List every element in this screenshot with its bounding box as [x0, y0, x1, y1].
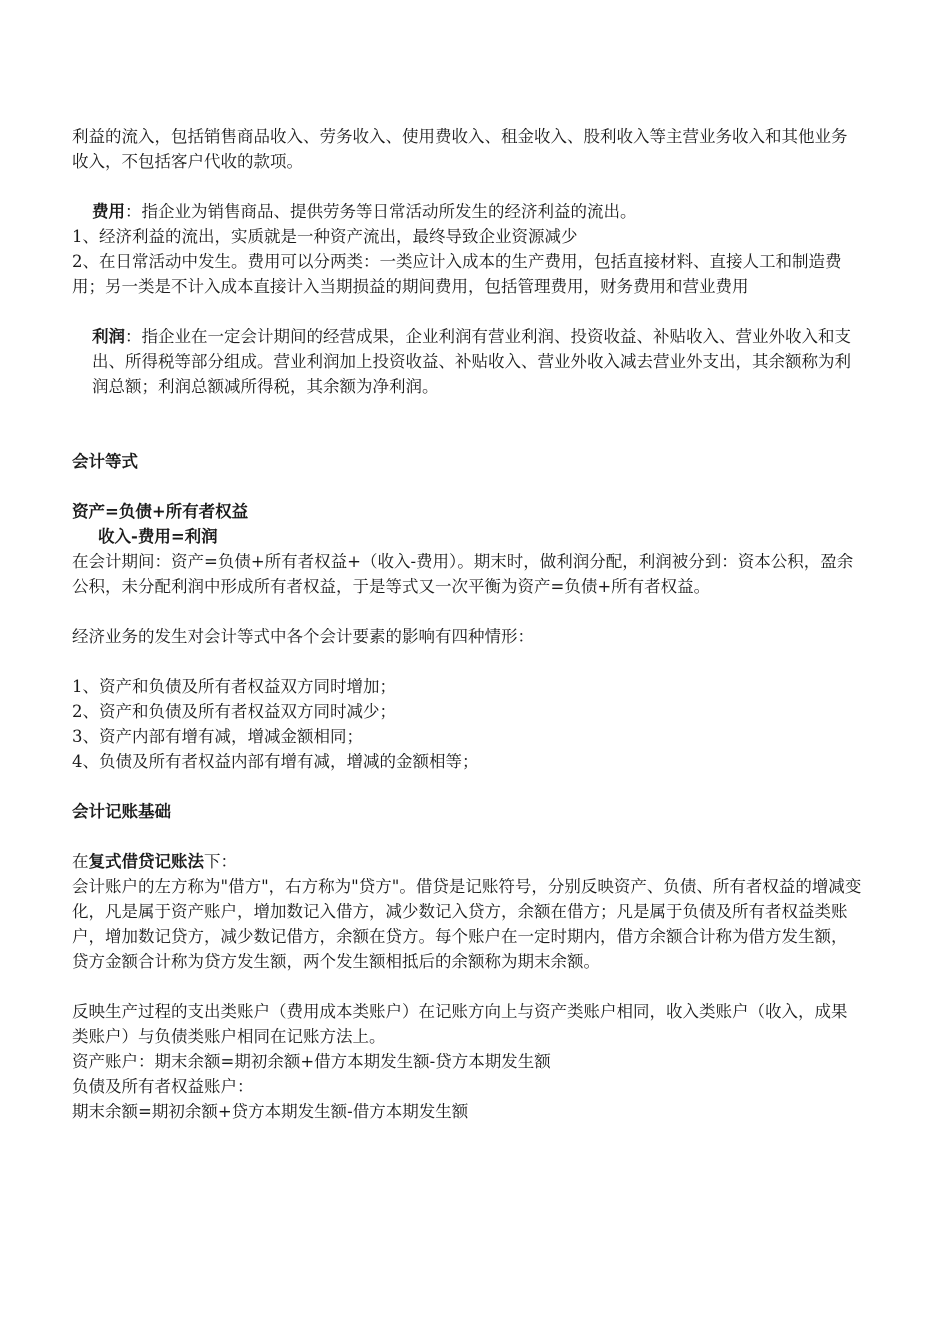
equation-formula-2: 收入-费用=利润 [98, 527, 218, 546]
profit-definition-text: ：指企业在一定会计期间的经营成果，企业利润有营业利润、投资收益、补贴收入、营业外收入和支出、所得税等部分组成。营业利润加上投资收益、补贴收入、营业外收入减去营业外支出，其余额称为利润总额；利润总额减所得税，其余额为净利润。 [92, 327, 851, 396]
equation-case-2: 2、资产和负债及所有者权益双方同时减少； [72, 702, 396, 721]
bookkeeping-heading: 会计记账基础 [72, 802, 171, 821]
expense-item-1: 1、经济利益的流出，实质就是一种资产流出，最终导致企业资源减少 [72, 227, 578, 246]
equation-cases-intro: 经济业务的发生对会计等式中各个会计要素的影响有四种情形： [72, 627, 534, 646]
expense-item-2: 2、在日常活动中发生。费用可以分两类：一类应计入成本的生产费用，包括直接材料、直接人工和制造费用；另一类是不计入成本直接计入当期损益的期间费用，包括管理费用，财务费用和营业费用 [72, 252, 842, 296]
equation-formula-1: 资产=负债+所有者权益 [72, 502, 249, 521]
equation-case-1: 1、资产和负债及所有者权益双方同时增加； [72, 677, 396, 696]
equation-case-3: 3、资产内部有增有减，增减金额相同； [72, 727, 363, 746]
bookkeeping-rules: 会计账户的左方称为"借方"，右方称为"贷方"。借贷是记账符号，分别反映资产、负债、所有者权益的增减变化，凡是属于资产账户，增加数记入借方，减少数记入贷方，余额在借方；凡是属于负债及所有者权益类账户，增加数记贷方，减少数记借方，余额在贷方。每个账户在一定时期内，借方余额合计称为借方发生额，贷方金额合计称为贷方发生额，两个发生额相抵后的余额称为期末余额。 [72, 877, 862, 971]
profit-term: 利润 [92, 327, 125, 346]
bookkeeping-method [72, 849, 862, 874]
bookkeeping-method-suffix: 下： [204, 852, 237, 871]
equation-explanation: 在会计期间：资产=负债+所有者权益+（收入-费用）。期末时，做利润分配，利润被分到：资本公积，盈余公积，未分配利润中形成所有者权益，于是等式又一次平衡为资产=负债+所有者权益。 [72, 552, 854, 596]
expense-definition [72, 199, 862, 224]
equation-case-4: 4、负债及所有者权益内部有增有减，增减的金额相等； [72, 752, 479, 771]
equation-heading: 会计等式 [72, 452, 138, 471]
document-page [72, 124, 862, 1124]
bookkeeping-direction: 反映生产过程的支出类账户（费用成本类账户）在记账方向上与资产类账户相同，收入类账户（收入，成果类账户）与负债类账户相同在记账方法上。 [72, 1002, 848, 1046]
liability-label: 负债及所有者权益账户： [72, 1077, 254, 1096]
asset-formula: 资产账户：期末余额=期初余额+借方本期发生额-贷方本期发生额 [72, 1052, 551, 1071]
liability-formula: 期末余额=期初余额+贷方本期发生额-借方本期发生额 [72, 1102, 469, 1121]
bookkeeping-method-prefix: 在 [72, 852, 89, 871]
bookkeeping-method-name: 复式借贷记账法 [88, 852, 204, 871]
profit-definition [72, 324, 862, 399]
expense-definition-text: ：指企业为销售商品、提供劳务等日常活动所发生的经济利益的流出。 [125, 202, 637, 221]
intro-paragraph: 利益的流入，包括销售商品收入、劳务收入、使用费收入、租金收入、股利收入等主营业务收入和其他业务收入，不包括客户代收的款项。 [72, 127, 848, 171]
expense-term: 费用 [92, 202, 125, 221]
